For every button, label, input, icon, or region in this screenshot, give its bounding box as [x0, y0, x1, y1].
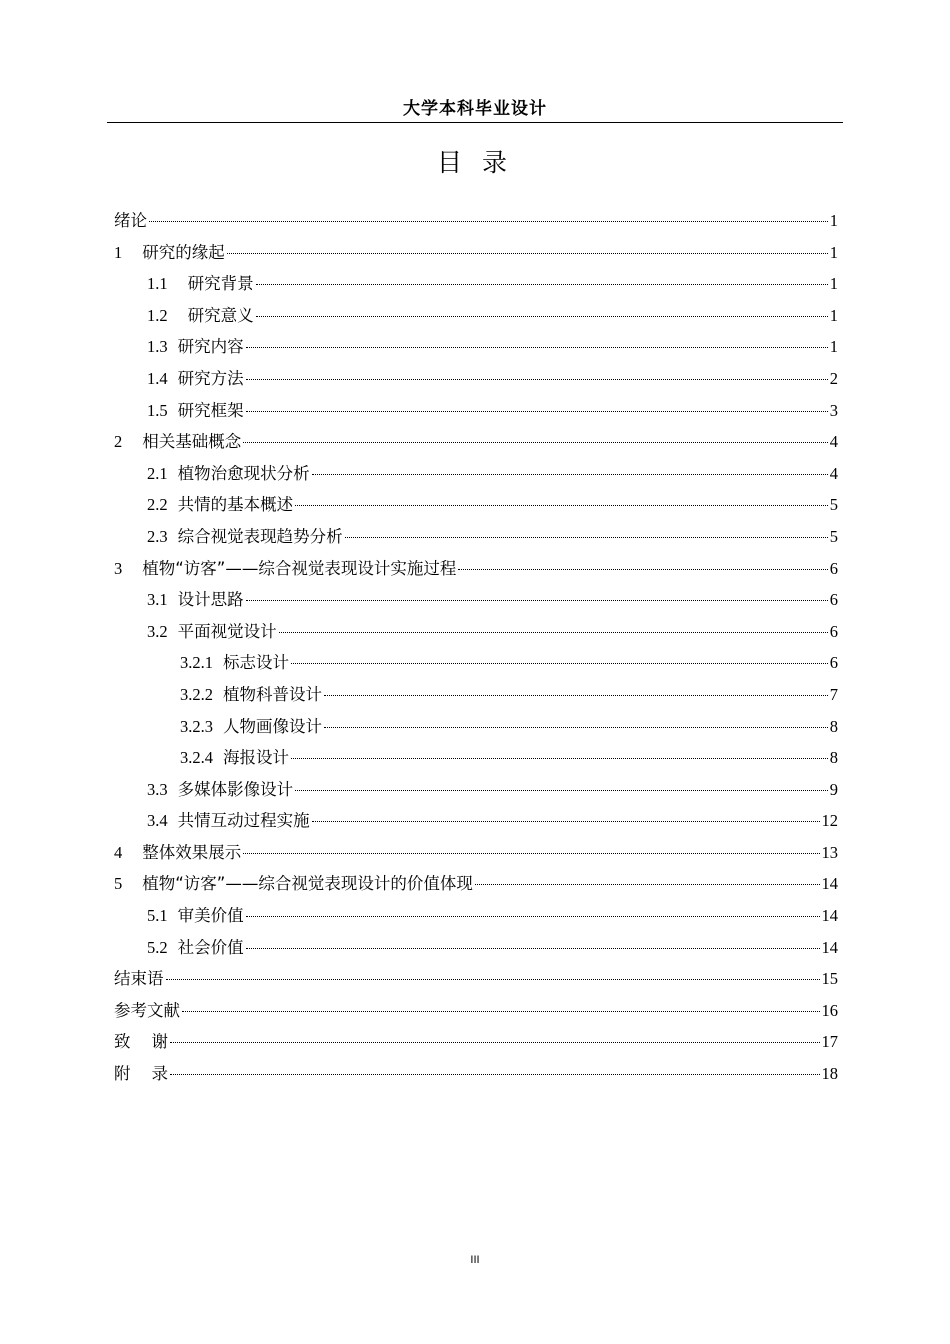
toc-entry[interactable]	[114, 395, 838, 427]
toc-entry[interactable]	[114, 995, 838, 1027]
toc-entry-number: 4	[114, 842, 123, 862]
toc-dot-leader	[246, 379, 828, 380]
toc-entry-number: 2.3	[147, 526, 168, 546]
toc-dot-leader	[243, 853, 819, 854]
toc-entry[interactable]	[114, 426, 838, 458]
toc-entry-page: 1	[829, 274, 838, 294]
toc-entry-text: 植物治愈现状分析	[177, 463, 310, 483]
toc-entry[interactable]	[114, 584, 838, 616]
toc-dot-leader	[246, 916, 820, 917]
toc-entry-text: 研究背景	[187, 274, 254, 294]
toc-entry[interactable]	[114, 268, 838, 300]
toc-entry-page: 6	[829, 590, 838, 610]
toc-entry-text: 研究方法	[177, 368, 244, 388]
toc-entry[interactable]	[114, 1026, 838, 1058]
toc-entry-number: 3	[114, 558, 123, 578]
toc-dot-leader	[324, 727, 828, 728]
toc-entry-text: 共情互动过程实施	[177, 811, 310, 831]
toc-dot-leader	[227, 253, 828, 254]
toc-entry[interactable]	[114, 553, 838, 585]
toc-entry-number: 5	[114, 874, 123, 894]
toc-entry-page: 3	[829, 400, 838, 420]
page-header-title: 大学本科毕业设计	[403, 99, 547, 119]
toc-entry-number: 1.2	[147, 305, 168, 325]
toc-entry[interactable]	[114, 711, 838, 743]
toc-dot-leader	[256, 316, 828, 317]
toc-entry-page: 7	[829, 684, 838, 704]
toc-entry-page: 17	[821, 1032, 838, 1052]
toc-dot-leader	[312, 474, 828, 475]
toc-dot-leader	[279, 632, 828, 633]
table-of-contents	[114, 205, 838, 1090]
toc-dot-leader	[182, 1011, 820, 1012]
toc-entry-number: 3.3	[147, 779, 168, 799]
toc-entry-number: 3.2.2	[180, 684, 213, 704]
toc-entry-text: 标志设计	[223, 653, 289, 673]
toc-dot-leader	[243, 442, 828, 443]
toc-entry-page: 1	[829, 242, 838, 262]
toc-entry-number: 3.4	[147, 811, 168, 831]
toc-entry-number: 1	[114, 242, 123, 262]
toc-entry-text: 结束语	[114, 969, 164, 989]
toc-entry-text: 综合视觉表现趋势分析	[177, 526, 343, 546]
toc-dot-leader	[345, 537, 828, 538]
toc-entry[interactable]	[114, 616, 838, 648]
toc-entry[interactable]	[114, 837, 838, 869]
toc-dot-leader	[312, 821, 820, 822]
toc-entry-text: 人物画像设计	[223, 716, 322, 736]
toc-dot-leader	[291, 758, 828, 759]
toc-entry[interactable]	[114, 868, 838, 900]
toc-entry-page: 9	[829, 779, 838, 799]
toc-title: 目 录	[437, 148, 513, 177]
toc-entry-text: 植物“访客”——综合视觉表现设计的价值体现	[142, 874, 473, 894]
toc-entry[interactable]	[114, 363, 838, 395]
toc-entry-text: 社会价值	[177, 937, 244, 957]
toc-entry-number: 1.5	[147, 400, 168, 420]
toc-entry[interactable]	[114, 932, 838, 964]
toc-entry-text: 植物科普设计	[223, 684, 322, 704]
toc-dot-leader	[458, 569, 827, 570]
toc-entry-page: 5	[829, 526, 838, 546]
toc-entry-text: 研究内容	[177, 337, 244, 357]
toc-entry-page: 1	[829, 305, 838, 325]
toc-entry-text: 设计思路	[177, 590, 244, 610]
toc-entry-page: 14	[821, 937, 838, 957]
toc-entry-number: 3.2.1	[180, 653, 213, 673]
toc-entry[interactable]	[114, 458, 838, 490]
toc-entry[interactable]	[114, 300, 838, 332]
page-number: III	[470, 1254, 480, 1266]
toc-entry-text: 平面视觉设计	[177, 621, 277, 641]
toc-entry-number: 2.1	[147, 463, 168, 483]
toc-entry-number: 1.4	[147, 368, 168, 388]
toc-entry-number: 3.1	[147, 590, 168, 610]
toc-entry-number: 3.2.4	[180, 748, 213, 768]
toc-entry-text: 共情的基本概述	[177, 495, 294, 515]
toc-entry-page: 4	[829, 432, 838, 452]
toc-entry-number: 3.2	[147, 621, 168, 641]
toc-dot-leader	[246, 347, 828, 348]
toc-entry[interactable]	[114, 237, 838, 269]
toc-entry-text: 参考文献	[114, 1000, 180, 1020]
toc-entry[interactable]	[114, 963, 838, 995]
toc-entry-text: 附 录	[114, 1064, 168, 1084]
toc-entry-page: 5	[829, 495, 838, 515]
toc-entry-page: 13	[821, 842, 838, 862]
toc-entry-page: 2	[829, 368, 838, 388]
toc-entry-text: 多媒体影像设计	[177, 779, 294, 799]
toc-entry-number: 1.3	[147, 337, 168, 357]
toc-entry-text: 植物“访客”——综合视觉表现设计实施过程	[142, 558, 457, 578]
toc-entry-text: 研究意义	[187, 305, 254, 325]
toc-entry-text: 研究框架	[177, 400, 244, 420]
toc-entry-text: 研究的缘起	[142, 242, 225, 262]
toc-entry-page: 18	[821, 1064, 838, 1084]
toc-dot-leader	[295, 505, 828, 506]
toc-dot-leader	[475, 884, 820, 885]
toc-entry-text: 整体效果展示	[142, 842, 242, 862]
toc-entry[interactable]	[114, 900, 838, 932]
toc-entry-number: 5.1	[147, 906, 168, 926]
toc-entry-page: 1	[829, 211, 838, 230]
toc-dot-leader	[324, 695, 828, 696]
toc-entry[interactable]	[114, 1058, 838, 1090]
toc-entry-page: 1	[829, 337, 838, 357]
toc-entry-page: 4	[829, 463, 838, 483]
toc-entry-page: 16	[821, 1000, 838, 1020]
header-divider	[107, 122, 843, 123]
toc-entry-page: 15	[821, 969, 838, 989]
toc-entry[interactable]	[114, 521, 838, 553]
toc-entry-number: 5.2	[147, 937, 168, 957]
toc-dot-leader	[291, 663, 828, 664]
toc-entry[interactable]	[114, 489, 838, 521]
toc-entry-number: 2.2	[147, 495, 168, 515]
toc-dot-leader	[149, 221, 828, 222]
toc-entry-page: 6	[829, 621, 838, 641]
toc-dot-leader	[170, 1074, 820, 1075]
toc-entry[interactable]	[114, 331, 838, 363]
toc-dot-leader	[246, 948, 820, 949]
toc-entry-page: 14	[821, 906, 838, 926]
toc-dot-leader	[166, 979, 820, 980]
toc-entry-page: 14	[821, 874, 838, 894]
toc-entry-text: 审美价值	[177, 906, 244, 926]
toc-entry[interactable]	[114, 647, 838, 679]
toc-dot-leader	[246, 600, 828, 601]
toc-entry[interactable]	[114, 679, 838, 711]
toc-dot-leader	[295, 790, 828, 791]
toc-entry-text: 相关基础概念	[142, 432, 242, 452]
toc-dot-leader	[256, 284, 828, 285]
toc-entry-page: 8	[829, 716, 838, 736]
toc-entry-text: 海报设计	[223, 748, 289, 768]
toc-entry-page: 6	[829, 558, 838, 578]
toc-entry-number: 2	[114, 432, 123, 452]
toc-entry-number: 1.1	[147, 274, 168, 294]
toc-dot-leader	[246, 411, 828, 412]
toc-entry-text: 致 谢	[114, 1032, 168, 1052]
toc-entry-number: 3.2.3	[180, 716, 213, 736]
toc-entry-page: 12	[821, 811, 838, 831]
toc-entry-page: 8	[829, 748, 838, 768]
toc-entry[interactable]	[114, 205, 838, 237]
toc-entry[interactable]	[114, 805, 838, 837]
toc-entry[interactable]	[114, 774, 838, 806]
toc-entry[interactable]	[114, 742, 838, 774]
toc-entry-page: 6	[829, 653, 838, 673]
toc-entry-text: 绪论	[114, 211, 147, 230]
toc-dot-leader	[170, 1042, 820, 1043]
